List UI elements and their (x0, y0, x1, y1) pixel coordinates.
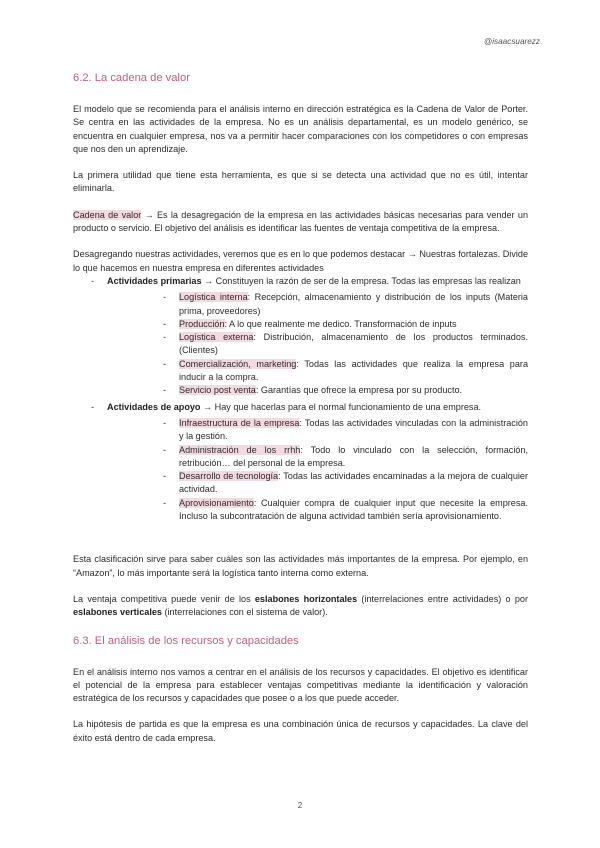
text: La ventaja competitiva puede venir de los (73, 593, 255, 604)
list-item (107, 358, 528, 385)
highlight-term: Cadena de valor (73, 209, 142, 220)
item-text: : Cualquier compra de cualquier input que necesite la empresa. Incluso la subcontratación de alguna actividad también sería aprovisionamiento. (179, 497, 528, 522)
paragraph: En el análisis interno nos vamos a centrar en el análisis de los recursos y capacidades. El objetivo es identificar el potencial de la empresa para establecer ventajas competitivas mediante la identificación y valoración estratégica de los recursos y capacidades que posee o a los que puede acceder. (73, 666, 528, 704)
paragraph-value-chain-definition (73, 209, 528, 236)
text: (interrelaciones con el sistema de valor). (161, 607, 328, 618)
paragraph: Esta clasificación sirve para saber cuáles son las actividades más importantes de la empresa. Por ejemplo, en “Amazon”, lo más importante será la logística tanto interna como externa. (73, 554, 528, 578)
list-item (107, 417, 528, 444)
highlight-term: Logística externa (179, 332, 254, 343)
paragraph: Desagregando nuestras actividades, veremos que es en lo que podemos destacar → Nuestras fortalezas. Divide lo que hacemos en nuestra empresa en diferentes actividades (73, 249, 528, 273)
spacer (73, 526, 528, 553)
activity-list (73, 275, 528, 523)
item-text: : Todas las actividades que realiza la empresa para inducir a la compra. (179, 358, 528, 383)
support-activities-label: Actividades de apoyo (107, 401, 201, 412)
list-item (107, 318, 528, 331)
paragraph-links (73, 593, 528, 620)
page-number: 2 (297, 801, 303, 810)
highlight-term: Desarrollo de tecnología (179, 471, 279, 482)
list-item-primary-activities (73, 275, 528, 398)
list-item (107, 470, 528, 497)
paragraph: La hipótesis de partida es que la empresa es una combinación única de recursos y capacidades. La clave del éxito está dentro de cada empresa. (73, 719, 528, 743)
horizontal-links-term: eslabones horizontales (254, 593, 358, 604)
list-item-support-activities (73, 401, 528, 524)
item-text: : A lo que realmente me dedico. Transformación de inputs (224, 318, 457, 329)
highlight-term: Infraestructura de la empresa (179, 417, 300, 428)
highlight-term: Producción (179, 318, 225, 329)
item-text: : Garantías que ofrece la empresa por su producto. (255, 385, 463, 396)
author-handle: @isaacsuarezz (483, 37, 540, 46)
paragraph: El modelo que se recomienda para el análisis interno en dirección estratégica es la Cadena de Valor de Porter. Se centra en las actividades de la empresa. No es un análisis departamental, es un modelo genérico, se encuentra en cualquier empresa, nos va a permitir hacer comparaciones con los competidores o con empresas que nos den un aprendizaje. (73, 104, 528, 154)
list-item (107, 497, 528, 524)
support-activities-sublist (107, 417, 528, 523)
primary-activities-text: → Constituyen la razón de ser de la empresa. Todas las empresas las realizan (201, 275, 521, 286)
section-title-6-3: 6.3. El análisis de los recursos y capacidades (73, 634, 299, 647)
list-item (107, 444, 528, 471)
page-content (73, 70, 528, 758)
highlight-term: Comercialización, marketing (179, 358, 297, 369)
highlight-term: Aprovisionamiento (179, 497, 254, 508)
item-text: : Distribución, almacenamiento de los productos terminados. (Clientes) (179, 332, 528, 356)
item-text: : Todas las actividades encaminadas a la mejora de cualquier actividad. (179, 471, 529, 495)
primary-activities-sublist (107, 291, 528, 397)
support-activities-text: → Hay que hacerlas para el normal funcionamiento de una empresa. (200, 401, 482, 412)
text: (interrelaciones entre actividades) o por (357, 593, 528, 604)
paragraph-text: → Es la desagregación de la empresa en las actividades básicas necesarias para vender un producto o servicio. El objetivo del análisis es identificar las fuentes de ventaja competitiva de la empresa. (73, 209, 529, 234)
item-text: : Todas las actividades vinculadas con la administración y la gestión. (179, 417, 528, 442)
highlight-term: Logística interna (179, 292, 248, 303)
item-text: : Todo lo vinculado con la selección, formación, retribución… del personal de la empresa. (179, 444, 528, 468)
list-item (107, 291, 528, 318)
primary-activities-label: Actividades primarias (107, 275, 202, 286)
item-text: : Recepción, almacenamiento y distribución de los inputs (Materia prima, proveedores) (179, 292, 528, 316)
list-item (107, 384, 528, 397)
paragraph: La primera utilidad que tiene esta herramienta, es que si se detecta una actividad que no es útil, intentar eliminarla. (73, 170, 528, 194)
highlight-term: Servicio post venta (179, 385, 256, 396)
list-item (107, 331, 528, 358)
vertical-links-term: eslabones verticales (73, 607, 162, 618)
highlight-term: Administración de los rrhh (179, 444, 301, 455)
section-title-6-2: 6.2. La cadena de valor (73, 72, 190, 84)
